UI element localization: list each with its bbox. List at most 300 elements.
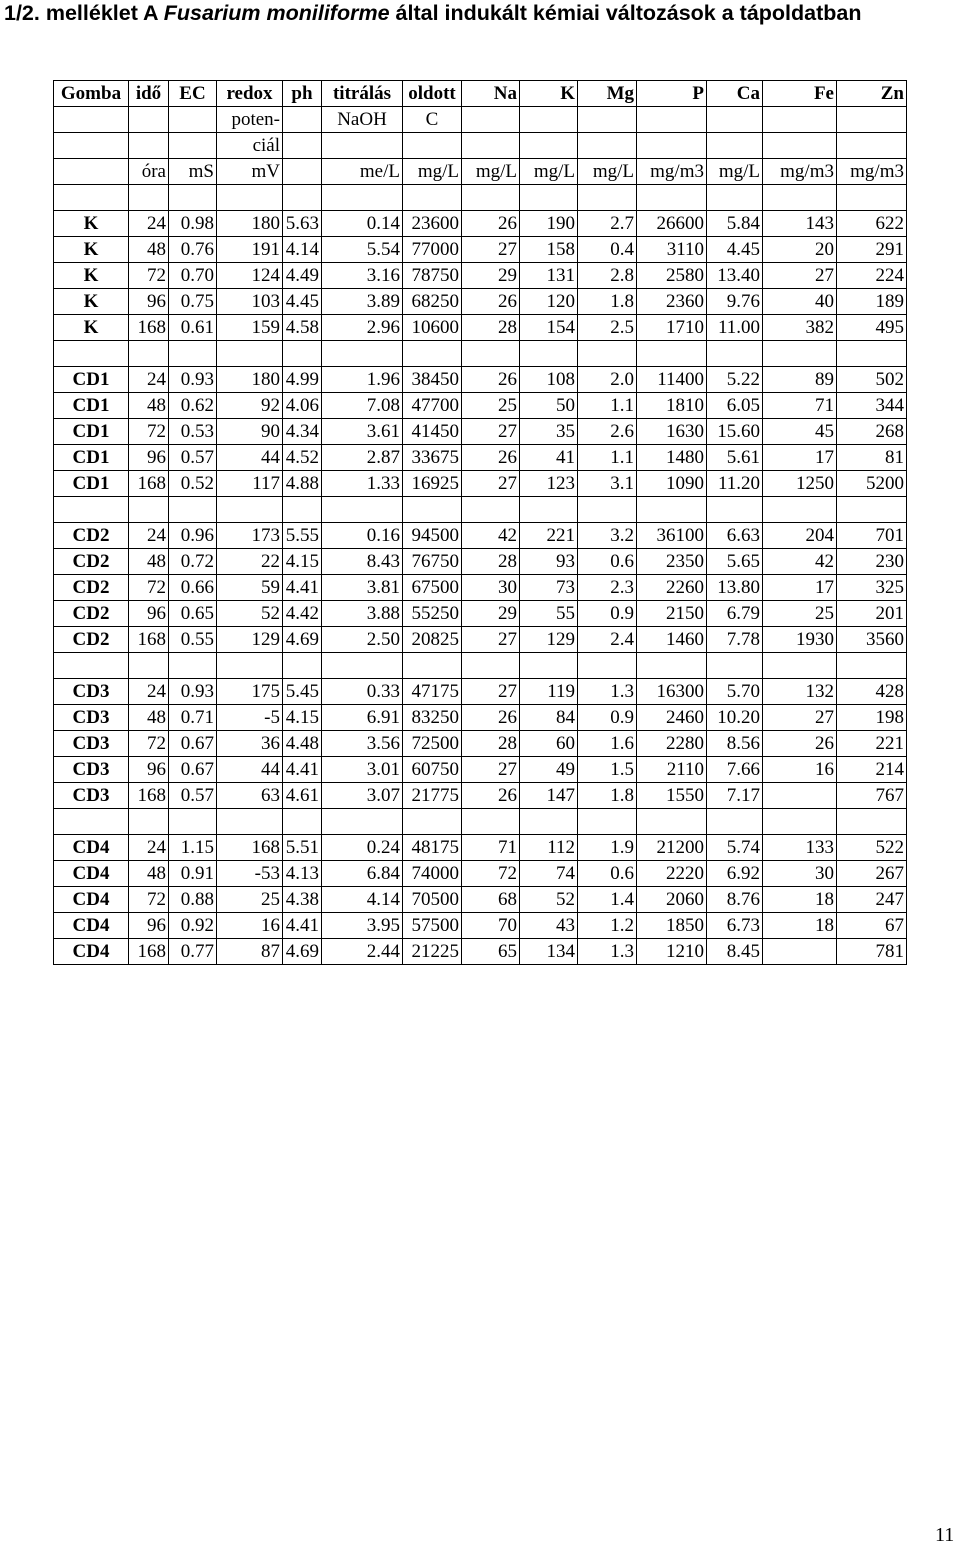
value-cell: 8.43 [322,549,403,575]
empty-cell [129,809,169,835]
fungus-cell: CD1 [54,445,129,471]
value-cell: 221 [520,523,578,549]
value-cell: 2460 [637,705,707,731]
value-cell: 47175 [403,679,462,705]
value-cell: 129 [217,627,283,653]
value-cell: 4.14 [283,237,322,263]
value-cell: 90 [217,419,283,445]
value-cell: 11400 [637,367,707,393]
table-row [54,731,907,757]
value-cell: 47700 [403,393,462,419]
value-cell: 0.72 [169,549,217,575]
value-cell: 191 [217,237,283,263]
value-cell: 201 [837,601,907,627]
value-cell: 5.63 [283,211,322,237]
header-cell [462,133,520,159]
value-cell: 0.98 [169,211,217,237]
header-cell [520,107,578,133]
table-row [54,393,907,419]
value-cell: 0.75 [169,289,217,315]
value-cell: 26 [462,289,520,315]
value-cell: 1850 [637,913,707,939]
header-cell: titrálás [322,81,403,107]
value-cell: 21200 [637,835,707,861]
value-cell: 57500 [403,913,462,939]
value-cell: 2150 [637,601,707,627]
empty-cell [129,497,169,523]
value-cell: 180 [217,211,283,237]
fungus-cell: CD1 [54,393,129,419]
header-cell: Na [462,81,520,107]
value-cell: 40 [763,289,837,315]
fungus-cell: CD3 [54,731,129,757]
empty-cell [322,341,403,367]
empty-cell [283,341,322,367]
value-cell: 4.45 [707,237,763,263]
unit-cell: óra [129,159,169,185]
unit-cell: mg/L [578,159,637,185]
value-cell: 28 [462,549,520,575]
fungus-cell: CD3 [54,757,129,783]
value-cell: 2.0 [578,367,637,393]
header-cell [283,133,322,159]
spacer-row [54,653,907,679]
value-cell: 67500 [403,575,462,601]
value-cell: 4.34 [283,419,322,445]
value-cell: 3110 [637,237,707,263]
value-cell: 44 [217,445,283,471]
value-cell: 27 [462,757,520,783]
empty-cell [54,185,129,211]
value-cell: 45 [763,419,837,445]
table-row [54,471,907,497]
value-cell: 2.4 [578,627,637,653]
value-cell: 26 [462,783,520,809]
value-cell: 3560 [837,627,907,653]
value-cell: 33675 [403,445,462,471]
value-cell: 6.05 [707,393,763,419]
table-row [54,211,907,237]
value-cell: 30 [763,861,837,887]
value-cell: 1630 [637,419,707,445]
unit-cell: mg/m3 [763,159,837,185]
value-cell: 48 [129,705,169,731]
value-cell: 3.95 [322,913,403,939]
value-cell: 41450 [403,419,462,445]
unit-cell: mg/L [462,159,520,185]
value-cell: 16 [217,913,283,939]
value-cell: 96 [129,913,169,939]
value-cell: 26 [462,445,520,471]
value-cell: 159 [217,315,283,341]
value-cell: 26 [763,731,837,757]
empty-cell [707,341,763,367]
value-cell: 26 [462,367,520,393]
value-cell: 168 [129,471,169,497]
fungus-cell: CD2 [54,575,129,601]
value-cell: 29 [462,601,520,627]
value-cell: 268 [837,419,907,445]
empty-cell [217,497,283,523]
value-cell: 5.55 [283,523,322,549]
value-cell: 1.1 [578,445,637,471]
value-cell: 0.52 [169,471,217,497]
empty-cell [283,185,322,211]
empty-cell [322,185,403,211]
value-cell: 204 [763,523,837,549]
value-cell: 0.9 [578,705,637,731]
page-number: 11 [935,1524,955,1546]
value-cell: 72 [129,887,169,913]
value-cell: 0.67 [169,731,217,757]
value-cell: 0.6 [578,861,637,887]
value-cell: 21775 [403,783,462,809]
value-cell: 72500 [403,731,462,757]
value-cell: 4.69 [283,939,322,965]
empty-cell [578,341,637,367]
value-cell: 180 [217,367,283,393]
table-row [54,627,907,653]
value-cell: 27 [462,627,520,653]
value-cell: 4.52 [283,445,322,471]
value-cell: 21225 [403,939,462,965]
value-cell: 198 [837,705,907,731]
value-cell: 70 [462,913,520,939]
empty-cell [578,653,637,679]
value-cell: 189 [837,289,907,315]
value-cell: 495 [837,315,907,341]
value-cell: 70500 [403,887,462,913]
value-cell: 5.74 [707,835,763,861]
header-cell [763,133,837,159]
header-cell: P [637,81,707,107]
value-cell: 6.91 [322,705,403,731]
header-cell: oldott [403,81,462,107]
value-cell: 48 [129,393,169,419]
value-cell: 781 [837,939,907,965]
value-cell: 16925 [403,471,462,497]
value-cell: 6.84 [322,861,403,887]
header-cell [322,133,403,159]
value-cell: 2.50 [322,627,403,653]
empty-cell [837,185,907,211]
value-cell: 78750 [403,263,462,289]
table-row [54,835,907,861]
value-cell: 96 [129,757,169,783]
header-cell [462,107,520,133]
value-cell: 190 [520,211,578,237]
value-cell: 52 [520,887,578,913]
value-cell: 11.00 [707,315,763,341]
value-cell: 93 [520,549,578,575]
empty-cell [129,185,169,211]
value-cell: 4.69 [283,627,322,653]
value-cell: 7.08 [322,393,403,419]
value-cell: 73 [520,575,578,601]
value-cell: 1.3 [578,939,637,965]
empty-cell [520,185,578,211]
value-cell: 26 [462,211,520,237]
table-row [54,419,907,445]
value-cell: 96 [129,601,169,627]
value-cell: 3.01 [322,757,403,783]
table-row [54,783,907,809]
value-cell: 67 [837,913,907,939]
table-row [54,367,907,393]
value-cell: 133 [763,835,837,861]
value-cell: 24 [129,835,169,861]
value-cell: 2280 [637,731,707,757]
header-cell [169,133,217,159]
value-cell: 96 [129,289,169,315]
header-cell: ph [283,81,322,107]
value-cell: 1460 [637,627,707,653]
value-cell: 4.42 [283,601,322,627]
value-cell: 4.14 [322,887,403,913]
header-cell [403,133,462,159]
value-cell: 622 [837,211,907,237]
empty-cell [578,497,637,523]
empty-cell [637,497,707,523]
value-cell: 2110 [637,757,707,783]
value-cell: 4.49 [283,263,322,289]
value-cell: 1.8 [578,783,637,809]
value-cell: 325 [837,575,907,601]
fungus-cell: CD4 [54,913,129,939]
empty-cell [520,341,578,367]
header-cell [837,133,907,159]
value-cell: 120 [520,289,578,315]
value-cell: 83250 [403,705,462,731]
value-cell: 28 [462,315,520,341]
value-cell: 52 [217,601,283,627]
value-cell: 2580 [637,263,707,289]
table-row [54,549,907,575]
value-cell: 13.80 [707,575,763,601]
value-cell: 4.41 [283,757,322,783]
value-cell: 7.17 [707,783,763,809]
value-cell: 147 [520,783,578,809]
empty-cell [462,341,520,367]
value-cell: 24 [129,211,169,237]
value-cell: 84 [520,705,578,731]
table-row [54,237,907,263]
fungus-cell: CD3 [54,705,129,731]
empty-cell [217,341,283,367]
value-cell: -53 [217,861,283,887]
fungus-cell: K [54,237,129,263]
value-cell: 44 [217,757,283,783]
value-cell: 4.06 [283,393,322,419]
value-cell: 2060 [637,887,707,913]
header-cell: Zn [837,81,907,107]
value-cell: 0.65 [169,601,217,627]
value-cell: 77000 [403,237,462,263]
empty-cell [837,653,907,679]
header-cell [637,107,707,133]
table-body [54,81,907,965]
fungus-cell: CD1 [54,367,129,393]
header-cell: Mg [578,81,637,107]
empty-cell [322,653,403,679]
value-cell: 224 [837,263,907,289]
unit-cell: mg/L [707,159,763,185]
empty-cell [54,341,129,367]
empty-cell [763,497,837,523]
value-cell: 267 [837,861,907,887]
value-cell: 0.57 [169,783,217,809]
value-cell: 3.2 [578,523,637,549]
header-cell: NaOH [322,107,403,133]
value-cell: 0.91 [169,861,217,887]
value-cell: 0.14 [322,211,403,237]
value-cell: 6.79 [707,601,763,627]
table-row [54,939,907,965]
header-cell: idő [129,81,169,107]
value-cell: 43 [520,913,578,939]
value-cell: 23600 [403,211,462,237]
empty-cell [707,653,763,679]
units-row [54,159,907,185]
value-cell: 119 [520,679,578,705]
value-cell: 7.78 [707,627,763,653]
value-cell: 76750 [403,549,462,575]
spacer-row [54,185,907,211]
empty-cell [403,809,462,835]
value-cell: 55250 [403,601,462,627]
value-cell: 68 [462,887,520,913]
value-cell: 5.84 [707,211,763,237]
value-cell: 1550 [637,783,707,809]
header-cell [520,133,578,159]
value-cell: 1210 [637,939,707,965]
empty-cell [637,653,707,679]
value-cell [763,939,837,965]
value-cell: 0.88 [169,887,217,913]
value-cell: 1.6 [578,731,637,757]
empty-cell [403,185,462,211]
value-cell: 41 [520,445,578,471]
value-cell: 48 [129,237,169,263]
value-cell: 3.88 [322,601,403,627]
value-cell: 124 [217,263,283,289]
empty-cell [403,341,462,367]
value-cell: 55 [520,601,578,627]
empty-cell [637,809,707,835]
value-cell: 27 [462,679,520,705]
value-cell: 2.96 [322,315,403,341]
value-cell: 2.7 [578,211,637,237]
value-cell: 1.5 [578,757,637,783]
header-cell: poten- [217,107,283,133]
value-cell: 96 [129,445,169,471]
value-cell: 0.53 [169,419,217,445]
empty-cell [520,809,578,835]
header-cell [578,107,637,133]
value-cell: 0.24 [322,835,403,861]
value-cell: 6.73 [707,913,763,939]
value-cell: 87 [217,939,283,965]
value-cell: 4.45 [283,289,322,315]
title-prefix: 1/2. melléklet A [4,1,164,25]
empty-cell [322,809,403,835]
value-cell: 1.1 [578,393,637,419]
empty-cell [169,185,217,211]
value-cell: 74000 [403,861,462,887]
empty-cell [520,497,578,523]
header-cell: Gomba [54,81,129,107]
value-cell: 20825 [403,627,462,653]
table-row [54,887,907,913]
value-cell: 168 [129,939,169,965]
value-cell: 63 [217,783,283,809]
empty-cell [462,497,520,523]
value-cell: 5.61 [707,445,763,471]
header-row [54,107,907,133]
table-row [54,861,907,887]
empty-cell [129,653,169,679]
value-cell: 767 [837,783,907,809]
table-row [54,263,907,289]
value-cell: 103 [217,289,283,315]
value-cell: 5.65 [707,549,763,575]
fungus-cell: K [54,315,129,341]
value-cell: 2350 [637,549,707,575]
value-cell: 1090 [637,471,707,497]
spacer-row [54,497,907,523]
value-cell: 0.16 [322,523,403,549]
header-cell: EC [169,81,217,107]
value-cell: 1.3 [578,679,637,705]
value-cell: 17 [763,575,837,601]
value-cell: 168 [129,315,169,341]
value-cell: 24 [129,367,169,393]
title-species: Fusarium moniliforme [163,1,390,25]
empty-cell [169,809,217,835]
value-cell: 0.71 [169,705,217,731]
unit-cell: mg/L [520,159,578,185]
value-cell: 27 [462,237,520,263]
value-cell: 2.6 [578,419,637,445]
value-cell: 74 [520,861,578,887]
value-cell: 158 [520,237,578,263]
fungus-cell: K [54,289,129,315]
empty-cell [283,653,322,679]
value-cell: 3.89 [322,289,403,315]
value-cell: 129 [520,627,578,653]
value-cell: 108 [520,367,578,393]
empty-cell [462,653,520,679]
value-cell: 4.38 [283,887,322,913]
fungus-cell: K [54,211,129,237]
empty-cell [283,497,322,523]
page-title [4,0,862,26]
value-cell: 168 [129,627,169,653]
value-cell: 27 [763,705,837,731]
empty-cell [637,341,707,367]
value-cell: 5.45 [283,679,322,705]
value-cell: 5.54 [322,237,403,263]
value-cell: 4.41 [283,913,322,939]
header-cell: C [403,107,462,133]
fungus-cell: CD3 [54,679,129,705]
value-cell: 72 [462,861,520,887]
empty-cell [169,653,217,679]
value-cell: 0.62 [169,393,217,419]
value-cell: 4.48 [283,731,322,757]
value-cell: 48 [129,861,169,887]
empty-cell [217,653,283,679]
